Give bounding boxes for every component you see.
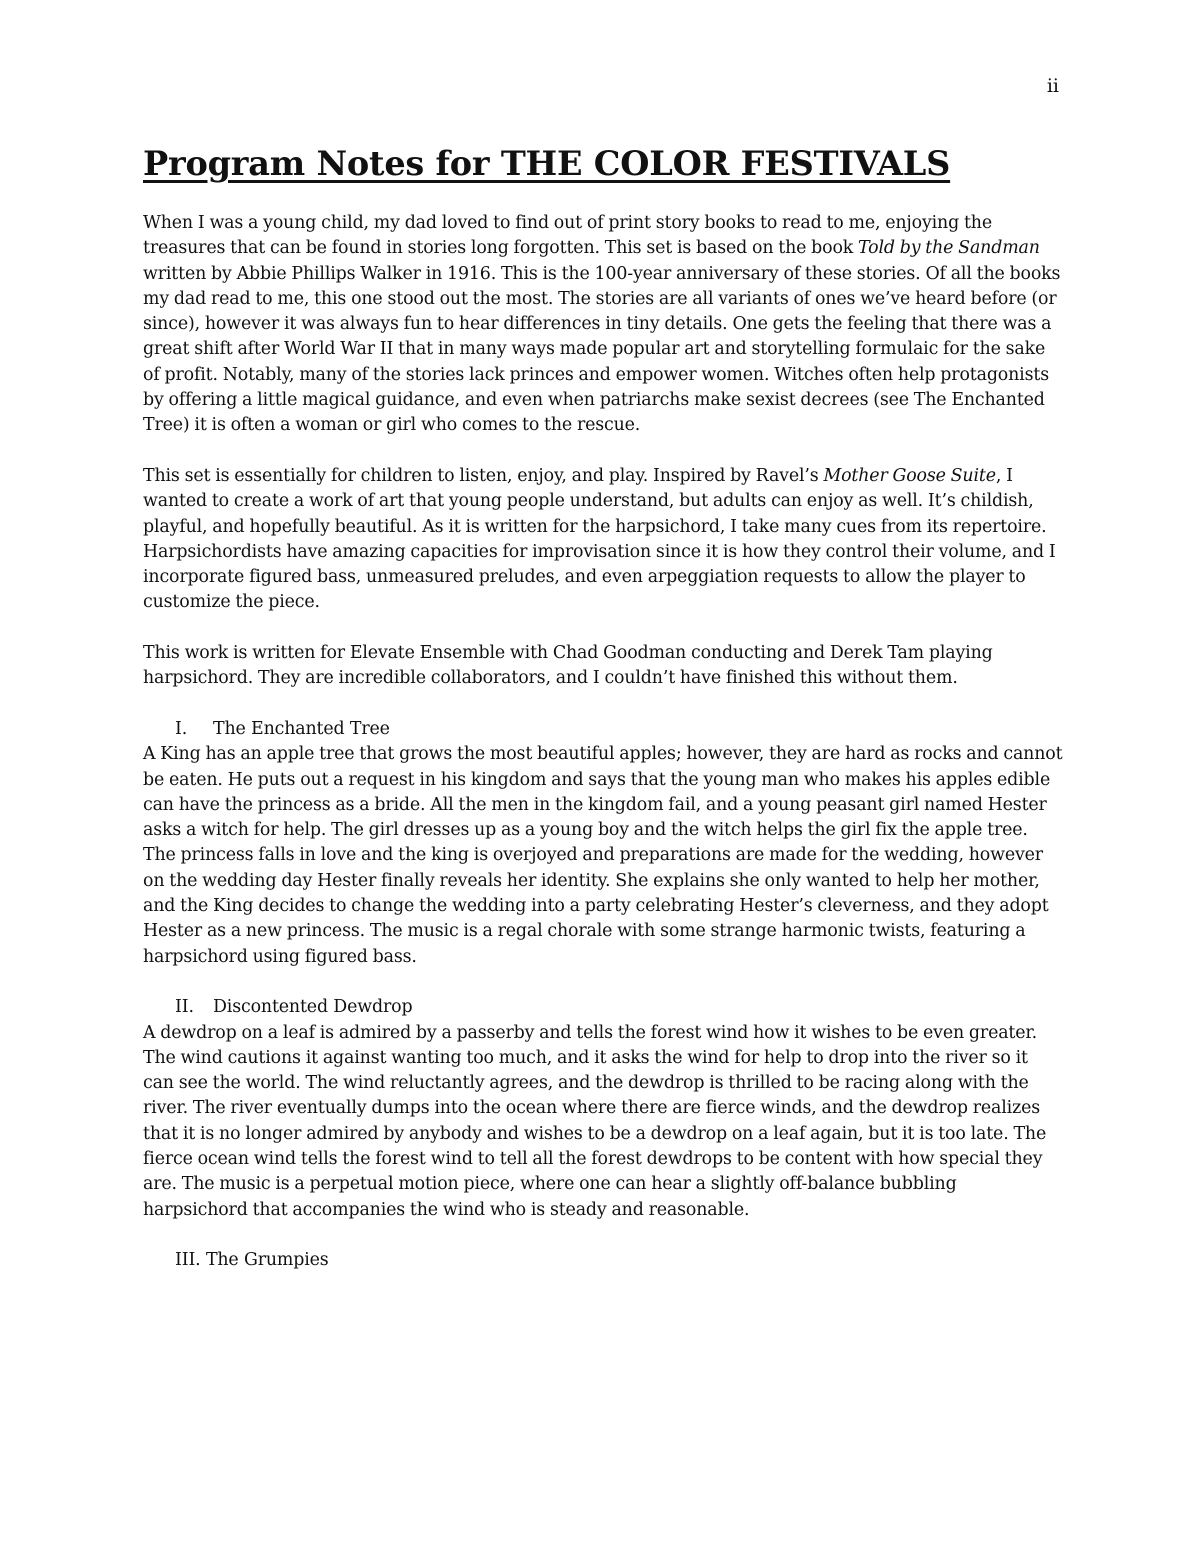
document-body [143,141,1063,1273]
intro-text: , I wanted to create a work of art that young people understand, but adults can enjoy as well. It’s childish, playful, and hopefully beautiful. As it is written for the harpsichord, I take many cues from its repertoire. Harpsichordists have amazing capacities for improvisation since it is how they control their volume, and I incorporate figured bass, unmeasured preludes, and even arpeggiation requests to allow the player to customize the piece. [143,465,1056,613]
movement-numeral: III. [175,1250,201,1271]
movement-description: A King has an apple tree that grows the most beautiful apples; however, they are hard as rocks and cannot be eaten. He puts out a request in his kingdom and says that the young man who makes his apples edible can have the princess as a bride. All the men in the kingdom fail, and a young peasant girl named Hester asks a witch for help. The girl dresses up as a young boy and the witch helps the girl fix the apple tree. The princess falls in love and the king is overjoyed and preparations are made for the wedding, however on the wedding day Hester finally reveals her identity. She explains she only wanted to help her mother, and the King decides to change the wedding into a party celebrating Hester’s cleverness, and they adopt Hester as a new princess. The music is a regal chorale with some strange harmonic twists, featuring a harpsichord using figured bass. [143,744,1063,967]
intro-text: When I was a young child, my dad loved to find out of print story books to read to me, enjoying the treasures that can be found in stories long forgotten. This set is based on the book [143,213,992,259]
movement-numeral: II. [175,997,194,1018]
movement-numeral: I. [175,718,188,739]
intro-paragraph-1 [143,211,1063,439]
movement-description: A dewdrop on a leaf is admired by a passerby and tells the forest wind how it wishes to be even greater. The wind cautions it against wanting too much, and it asks the wind for help to drop into the river so it can see the world. The wind reluctantly agrees, and the dewdrop is thrilled to be racing along with the river. The river eventually dumps into the ocean where there are fierce winds, and the dewdrop realizes that it is no longer admired by anybody and wishes to be a dewdrop on a leaf again, but it is too late. The fierce ocean wind tells the forest wind to tell all the forest dewdrops to be content with how special they are. The music is a perpetual motion piece, where one can hear a slightly off-balance bubbling harpsichord that accompanies the wind who is steady and reasonable. [143,1022,1047,1220]
movement-heading [143,717,1063,742]
movement-heading [143,995,1063,1020]
movement-title: Discontented Dewdrop [213,997,413,1018]
intro-paragraph-3: This work is written for Elevate Ensemble with Chad Goodman conducting and Derek Tam playing harpsichord. They are incredible collaborators, and I couldn’t have finished this without them. [143,643,993,689]
page-title: Program Notes for THE COLOR FESTIVALS [143,144,951,183]
movement-title: The Enchanted Tree [213,718,390,739]
movement-heading [143,1248,1063,1273]
book-title: Told by the Sandman [858,238,1040,259]
intro-text: written by Abbie Phillips Walker in 1916. This is the 100-year anniversary of these stories. Of all the books my dad read to me, this one stood out the most. The stories are all variants of ones we’ve heard before (or since), however it was always fun to hear differences in tiny details. One gets the feeling that there was a great shift after World War II that in many ways made popular art and storytelling formulaic for the sake of profit. Notably, many of the stories lack princes and empower women. Witches often help protagonists by offering a little magical guidance, and even when patriarchs make sexist decrees (see The Enchanted Tree) it is often a woman or girl who comes to the rescue. [143,263,1061,436]
intro-text: This set is essentially for children to listen, enjoy, and play. Inspired by Ravel’s [143,465,824,486]
intro-paragraph-2 [143,464,1063,616]
movement-title: The Grumpies [205,1250,329,1271]
work-title: Mother Goose Suite [823,465,996,486]
page-number: ii [1046,75,1059,97]
